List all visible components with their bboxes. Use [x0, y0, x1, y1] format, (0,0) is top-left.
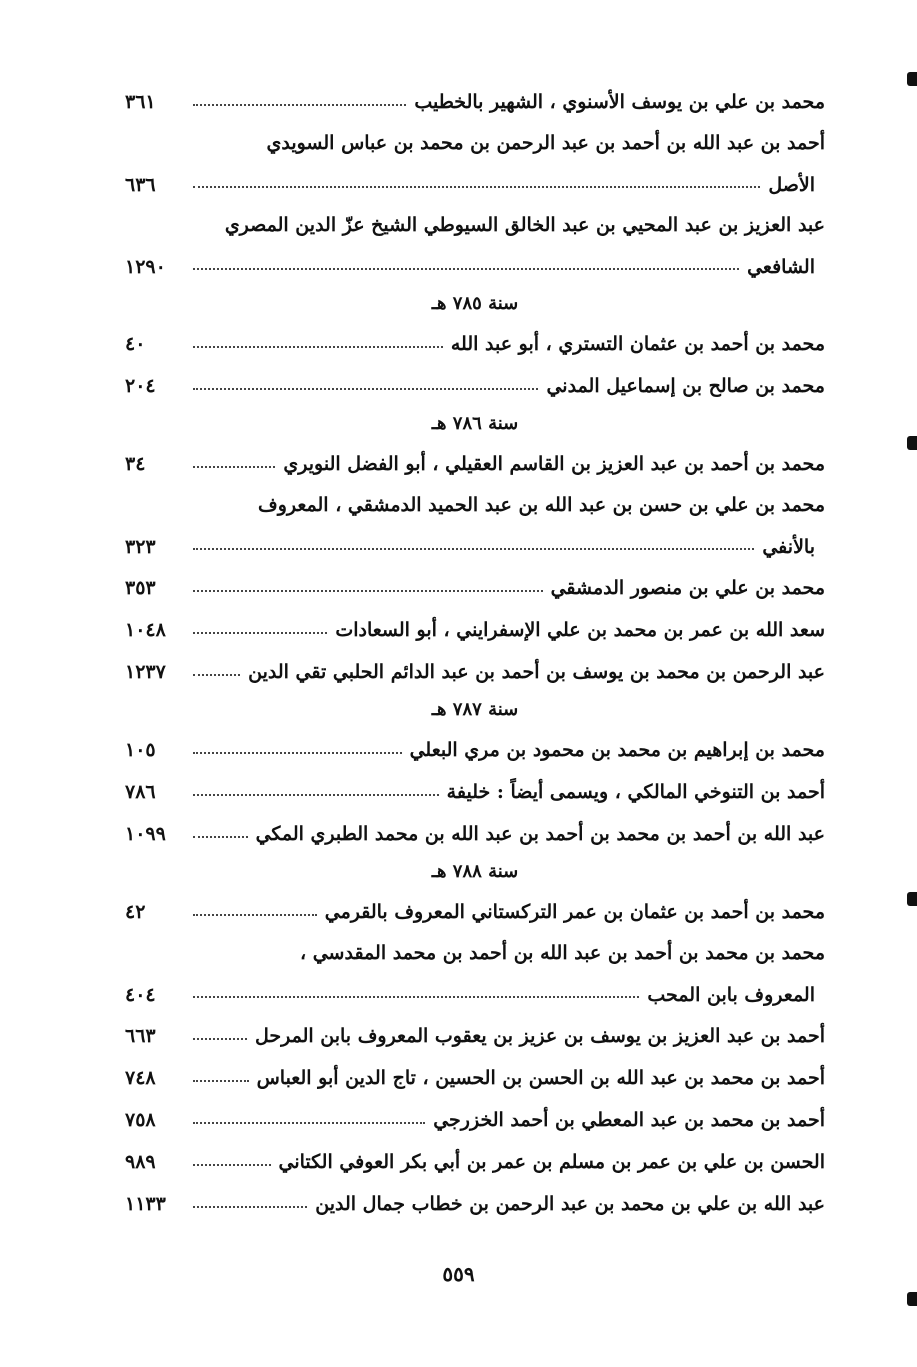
index-entry	[125, 1048, 825, 1090]
entry-page-number: ٧٤٨	[125, 1067, 156, 1090]
entry-name: الأصل	[768, 174, 815, 196]
index-entry	[125, 720, 825, 762]
index-entry	[125, 600, 825, 642]
entry-page-number: ٦٣٦	[125, 174, 156, 196]
leader-dots	[193, 346, 443, 348]
entry-name: محمد بن علي بن منصور الدمشقي	[550, 577, 825, 600]
entry-page-number: ٧٨٦	[125, 781, 156, 804]
index-entry	[125, 1090, 825, 1132]
edge-mark	[907, 1292, 917, 1306]
index-entry	[125, 1132, 825, 1174]
year-heading: سنة ٧٨٨ هـ	[431, 861, 519, 882]
entry-first-line: محمد بن علي بن حسن بن عبد الله بن عبد الحميد الدمشقي ، المعروف	[258, 494, 825, 516]
entry-page-number: ٤٠٤	[125, 984, 156, 1006]
entry-first-line: عبد العزيز بن عبد المحيي بن عبد الخالق السيوطي الشيخ عزّ الدين المصري	[224, 214, 825, 236]
entry-name: المعروف بابن المحب	[647, 984, 815, 1006]
index-entry	[125, 804, 825, 846]
leader-dots	[193, 632, 327, 634]
leader-dots	[193, 268, 739, 270]
entry-page-number: ٣٥٣	[125, 577, 156, 600]
entry-page-number: ٩٨٩	[125, 1151, 156, 1174]
year-heading: سنة ٧٨٥ هـ	[431, 293, 519, 314]
entry-first-line: أحمد بن عبد الله بن أحمد بن عبد الرحمن بن محمد بن عباس السويدي	[266, 132, 825, 154]
entry-name: محمد بن علي بن يوسف الأسنوي ، الشهير بالخطيب	[414, 91, 825, 114]
entry-name: عبد الرحمن بن محمد بن يوسف بن أحمد بن عبد الدائم الحلبي تقي الدين	[248, 661, 825, 684]
leader-dots	[193, 1080, 249, 1082]
leader-dots	[193, 752, 402, 754]
leader-dots	[193, 590, 543, 592]
index-list	[125, 72, 825, 1216]
entry-page-number: ٣٦١	[125, 91, 156, 114]
edge-mark	[907, 436, 917, 450]
entry-page-number: ٤٢	[125, 901, 146, 924]
entry-name: أحمد بن التنوخي المالكي ، ويسمى أيضاً : خليفة	[446, 781, 825, 804]
index-entry	[125, 1006, 825, 1048]
leader-dots	[193, 104, 406, 106]
index-entry	[125, 314, 825, 356]
index-entry	[125, 882, 825, 924]
page-number: ٥٥٩	[442, 1262, 475, 1286]
entry-name: عبد الله بن أحمد بن محمد بن أحمد بن عبد الله بن محمد الطبري المكي	[255, 823, 825, 846]
entry-name: سعد الله بن عمر بن محمد بن علي الإسفرايني ، أبو السعادات	[335, 619, 825, 642]
leader-dots	[193, 836, 248, 838]
index-entry	[125, 1174, 825, 1216]
leader-dots	[193, 1164, 271, 1166]
entry-name: أحمد بن محمد بن عبد المعطي بن أحمد الخزرجي	[433, 1109, 825, 1132]
entry-page-number: ١٠٤٨	[125, 619, 166, 642]
entry-page-number: ٣٤	[125, 453, 146, 476]
entry-name: محمد بن أحمد بن عثمان التستري ، أبو عبد الله	[450, 333, 825, 356]
entry-name: محمد بن أحمد بن عثمان بن عمر التركستاني المعروف بالقرمي	[324, 901, 825, 924]
entry-continuation	[125, 516, 825, 558]
index-entry	[125, 762, 825, 804]
entry-continuation	[125, 236, 825, 278]
entry-first-line: محمد بن محمد بن أحمد بن عبد الله بن أحمد بن محمد المقدسي ،	[299, 942, 825, 964]
edge-mark	[907, 892, 917, 906]
entry-page-number: ٣٢٣	[125, 536, 156, 558]
leader-dots	[193, 914, 317, 916]
entry-page-number: ١٠٩٩	[125, 823, 166, 846]
entry-name: أحمد بن عبد العزيز بن يوسف بن عزيز بن يعقوب المعروف بابن المرحل	[254, 1025, 825, 1048]
entry-name: محمد بن أحمد بن عبد العزيز بن القاسم العقيلي ، أبو الفضل النويري	[283, 453, 825, 476]
leader-dots	[193, 674, 240, 676]
entry-continuation	[125, 964, 825, 1006]
leader-dots	[193, 1206, 307, 1208]
leader-dots	[193, 388, 538, 390]
entry-page-number: ٦٦٣	[125, 1025, 156, 1048]
index-entry	[125, 642, 825, 684]
index-entry	[125, 72, 825, 114]
edge-mark	[907, 72, 917, 86]
index-entry	[125, 434, 825, 476]
entry-name: عبد الله بن علي بن محمد بن عبد الرحمن بن خطاب جمال الدين	[315, 1193, 825, 1216]
index-entry	[125, 356, 825, 398]
leader-dots	[193, 1038, 247, 1040]
leader-dots	[193, 1122, 425, 1124]
leader-dots	[193, 548, 754, 550]
entry-page-number: ١٠٥	[125, 739, 156, 762]
leader-dots	[193, 794, 439, 796]
entry-name: بالأنفي	[762, 536, 815, 558]
entry-continuation	[125, 154, 825, 196]
year-heading: سنة ٧٨٦ هـ	[431, 413, 519, 434]
entry-page-number: ١١٣٣	[125, 1193, 166, 1216]
leader-dots	[193, 466, 275, 468]
entry-page-number: ٧٥٨	[125, 1109, 156, 1132]
entry-page-number: ٢٠٤	[125, 375, 156, 398]
entry-name: محمد بن إبراهيم بن محمد بن محمود بن مري البعلي	[409, 739, 825, 762]
entry-name: محمد بن صالح بن إسماعيل المدني	[546, 375, 825, 398]
entry-name: أحمد بن محمد بن عبد الله بن الحسن بن الحسين ، تاج الدين أبو العباس	[256, 1067, 825, 1090]
year-heading: سنة ٧٨٧ هـ	[431, 699, 519, 720]
entry-page-number: ١٢٣٧	[125, 661, 166, 684]
entry-page-number: ١٢٩٠	[125, 256, 166, 278]
entry-page-number: ٤٠	[125, 333, 146, 356]
entry-name: الشافعي	[747, 256, 815, 278]
index-entry	[125, 558, 825, 600]
entry-name: الحسن بن علي بن عمر بن مسلم بن عمر بن أبي بكر العوفي الكتاني	[278, 1151, 825, 1174]
leader-dots	[193, 186, 760, 188]
leader-dots	[193, 996, 639, 998]
